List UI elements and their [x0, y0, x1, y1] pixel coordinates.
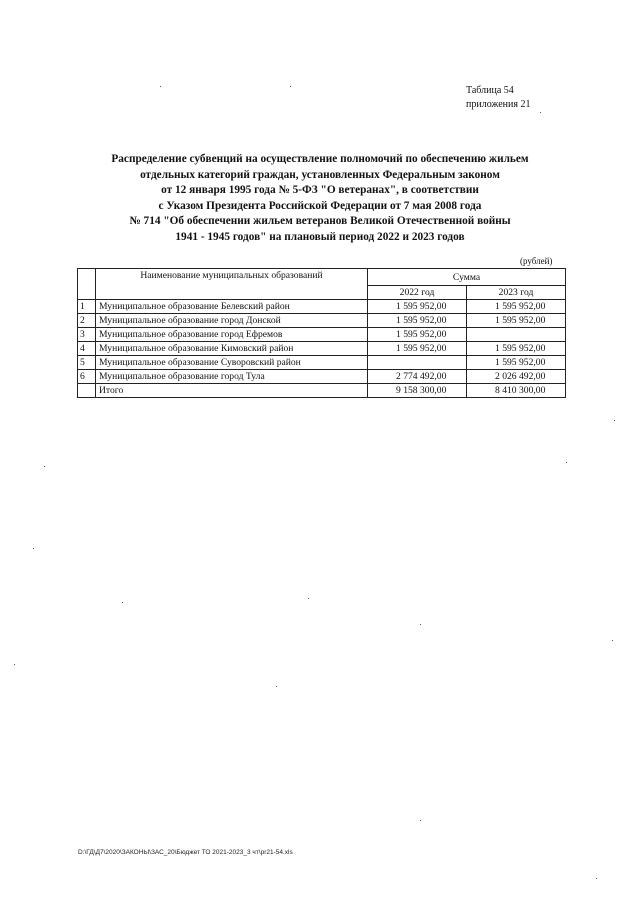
row-number: 3 — [78, 328, 96, 342]
row-number: 1 — [78, 300, 96, 314]
table-header-row — [78, 269, 566, 286]
amount-2022: 1 595 952,00 — [368, 300, 467, 314]
amount-2023: 1 595 952,00 — [467, 300, 566, 314]
municipality-name: Муниципальное образование Суворовский район — [96, 356, 368, 370]
municipality-name: Муниципальное образование город Ефремов — [96, 328, 368, 342]
appendix-label: приложения 21 — [466, 99, 531, 110]
table-row — [78, 342, 566, 356]
title-line: от 12 января 1995 года № 5-ФЗ "О ветеранах", в соответствии — [161, 184, 479, 197]
row-number: 2 — [78, 314, 96, 328]
table-row — [78, 300, 566, 314]
municipality-name: Муниципальное образование город Донской — [96, 314, 368, 328]
amount-2022: 1 595 952,00 — [368, 342, 467, 356]
amount-2022 — [368, 356, 467, 370]
name-column-header: Наименование муниципальных образований — [96, 269, 368, 300]
title-line: № 714 "Об обеспечении жильем ветеранов Великой Отечественной войны — [129, 215, 511, 228]
sum-column-header: Сумма — [368, 269, 566, 286]
title-line: отдельных категорий граждан, установленных Федеральным законом — [140, 168, 500, 181]
table-row — [78, 314, 566, 328]
table-row — [78, 328, 566, 342]
amount-2023: 1 595 952,00 — [467, 342, 566, 356]
subsidy-table — [77, 268, 566, 398]
amount-2023: 2 026 492,00 — [467, 370, 566, 384]
amount-2023: 1 595 952,00 — [467, 356, 566, 370]
year-2022-header: 2022 год — [368, 286, 467, 300]
amount-2023: 1 595 952,00 — [467, 314, 566, 328]
municipality-name: Муниципальное образование Белевский район — [96, 300, 368, 314]
total-2022: 9 158 300,00 — [368, 384, 467, 398]
table-row — [78, 370, 566, 384]
unit-label: (рублей) — [520, 256, 553, 266]
title-line: с Указом Президента Российской Федерации от 7 мая 2008 года — [158, 199, 482, 212]
table-reference — [466, 84, 530, 112]
amount-2022: 2 774 492,00 — [368, 370, 467, 384]
title-line: 1941 - 1945 годов" на плановый период 2022 и 2023 годов — [175, 230, 465, 243]
number-header-cell — [78, 269, 96, 300]
municipality-name: Муниципальное образование Кимовский район — [96, 342, 368, 356]
row-number: 6 — [78, 370, 96, 384]
amount-2022: 1 595 952,00 — [368, 314, 467, 328]
row-number: 4 — [78, 342, 96, 356]
year-2023-header: 2023 год — [467, 286, 566, 300]
total-2023: 8 410 300,00 — [467, 384, 566, 398]
total-label: Итого — [96, 384, 368, 398]
table-row — [78, 356, 566, 370]
row-number: 5 — [78, 356, 96, 370]
total-row — [78, 384, 566, 398]
amount-2022: 1 595 952,00 — [368, 328, 467, 342]
document-title — [70, 152, 570, 246]
table-number: Таблица 54 — [466, 85, 514, 96]
municipality-name: Муниципальное образование город Тула — [96, 370, 368, 384]
file-path-footer: D:\ГД\Д7\2020\ЗАКОНЫ\ЗАС_20\Бюджет ТО 2021-2023_3 чт\pr21-54.xls — [78, 849, 293, 856]
total-number-cell — [78, 384, 96, 398]
amount-2023 — [467, 328, 566, 342]
title-line: Распределение субвенций на осуществление полномочий по обеспечению жильем — [111, 153, 529, 165]
